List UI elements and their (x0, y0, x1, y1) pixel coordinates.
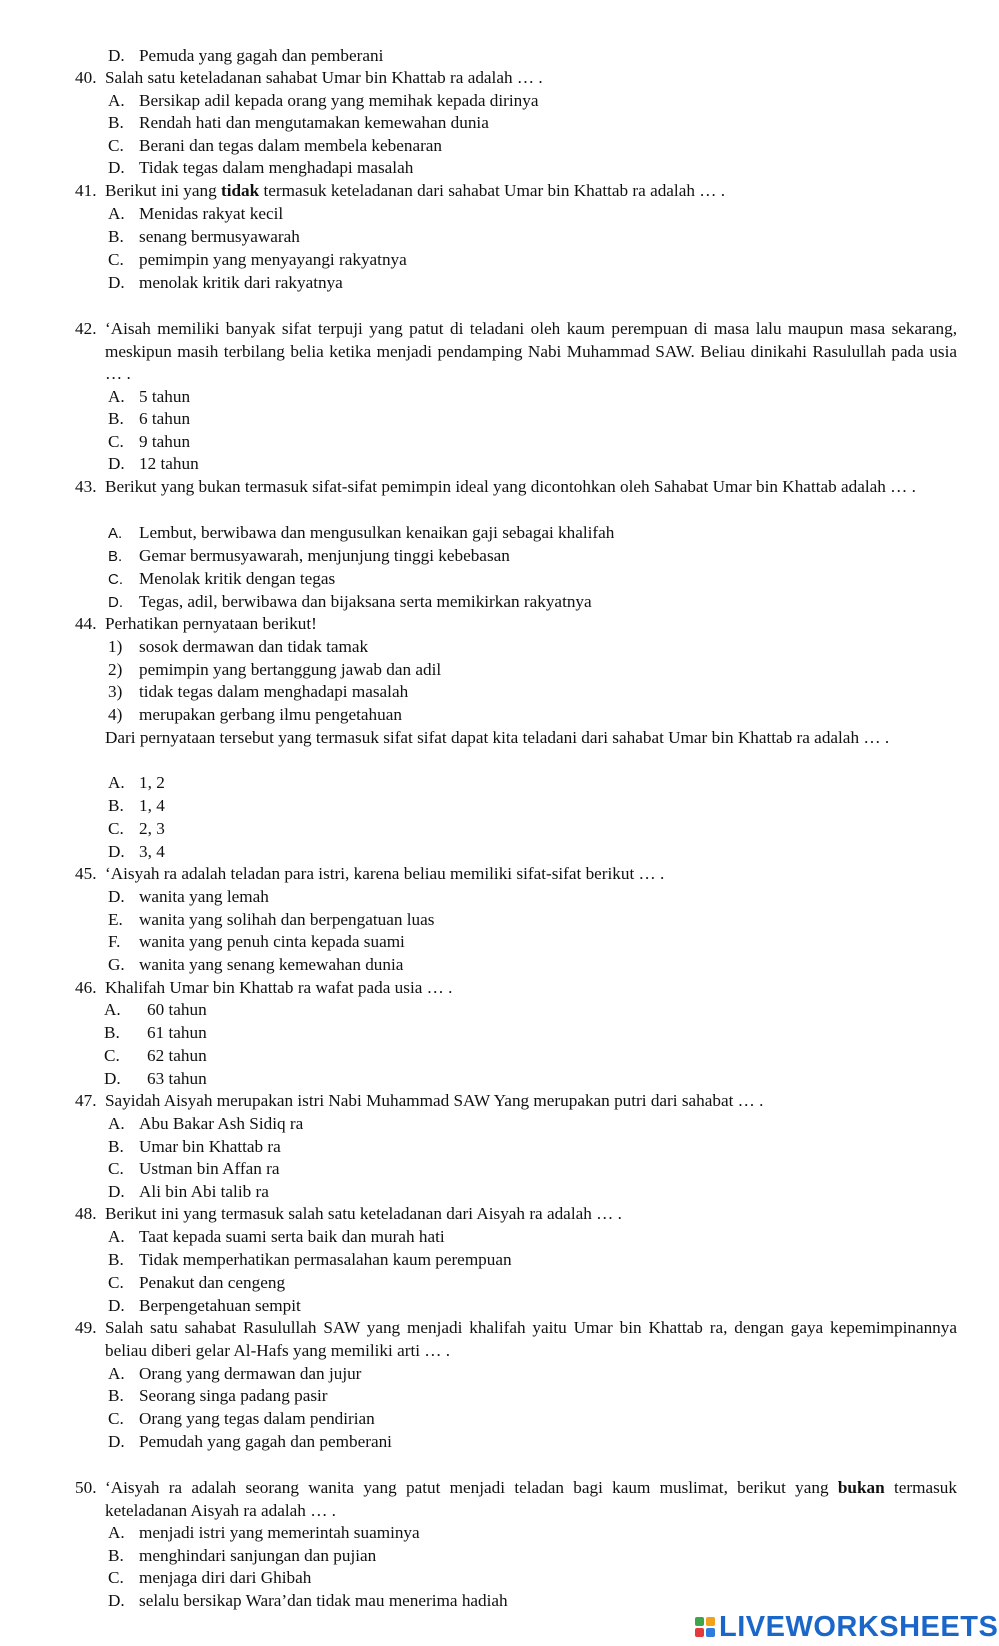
statement-label: 1) (108, 637, 123, 656)
option-text: Lembut, berwibawa dan mengusulkan kenaikan gaji sebagai khalifah (139, 523, 615, 542)
q50-text-part: ‘Aisyah ra adalah seorang wanita yang patut menjadi teladan bagi kaum muslimat, berikut yang (105, 1478, 838, 1497)
option-label: C. (104, 1046, 120, 1065)
q49-text: Salah satu sahabat Rasulullah SAW yang menjadi khalifah yaitu Umar bin Khattab ra, dengan gaya kepemimpinannya beliau diberi gelar Al-Hafs yang memiliki arti … . (105, 1318, 957, 1360)
option-text: 9 tahun (139, 432, 191, 451)
q41-text-part: Berikut ini yang (105, 181, 221, 200)
q45-option-f (108, 931, 405, 954)
option-text: Pemudah yang gagah dan pemberani (139, 1432, 392, 1451)
option-label: B. (108, 1386, 124, 1405)
option-label: A. (108, 525, 123, 542)
option-label: D. (108, 842, 125, 861)
option-label: B. (108, 1546, 124, 1565)
option-text: Gemar bermusyawarah, menjunjung tinggi kebebasan (139, 546, 510, 565)
liveworksheets-logo-icon (695, 1617, 715, 1637)
q46-option-b (104, 1022, 207, 1045)
q41-text (105, 180, 957, 203)
option-label: D. (108, 1182, 125, 1201)
option-text: wanita yang solihah dan berpengatuan luas (139, 910, 435, 929)
option-label: B. (108, 409, 124, 428)
option-text: 12 tahun (139, 454, 199, 473)
q41-text-part: termasuk keteladanan dari sahabat Umar bin Khattab ra adalah … . (259, 181, 726, 200)
q46-option-a (104, 999, 207, 1022)
q45-number: 45. (75, 864, 97, 883)
q43-option-c (108, 568, 335, 592)
option-label: A. (108, 204, 125, 223)
option-label: D. (108, 454, 125, 473)
q45-option-g (108, 954, 403, 977)
option-text: 62 tahun (147, 1046, 207, 1065)
option-label: A. (108, 387, 125, 406)
q41-text-emphasis: tidak (221, 181, 260, 200)
option-label: F. (108, 932, 121, 951)
q42-option-d (108, 453, 199, 476)
option-text: Orang yang tegas dalam pendirian (139, 1409, 375, 1428)
q42-number: 42. (75, 319, 97, 338)
q48-number: 48. (75, 1204, 97, 1223)
option-text: Tidak memperhatikan permasalahan kaum perempuan (139, 1250, 512, 1269)
option-label: C. (108, 571, 123, 588)
option-label: D. (108, 158, 125, 177)
statement-text: tidak tegas dalam menghadapi masalah (139, 682, 409, 701)
option-label: C. (108, 819, 124, 838)
logo-square-icon (706, 1617, 715, 1626)
option-text: Umar bin Khattab ra (139, 1137, 281, 1156)
q41-option-a (108, 203, 283, 226)
q49-option-c (108, 1408, 375, 1431)
option-label: B. (108, 1250, 124, 1269)
option-label: B. (108, 227, 124, 246)
q41-option-c (108, 249, 407, 272)
q44-option-d (108, 841, 165, 864)
option-label: A. (108, 773, 125, 792)
option-text: 6 tahun (139, 409, 191, 428)
q47-number: 47. (75, 1091, 97, 1110)
option-text: 60 tahun (147, 1000, 207, 1019)
q46-text: Khalifah Umar bin Khattab ra wafat pada usia … . (105, 978, 453, 997)
option-text: Seorang singa padang pasir (139, 1386, 328, 1405)
q43-option-b (108, 545, 510, 569)
q44-prompt: Dari pernyataan tersebut yang termasuk sifat sifat dapat kita teladani dari sahabat Umar bin Khattab ra adalah … . (105, 728, 890, 747)
option-label: D. (104, 1069, 121, 1088)
q48-text: Berikut ini yang termasuk salah satu keteladanan dari Aisyah ra adalah … . (105, 1204, 622, 1223)
q42-text: ‘Aisah memiliki banyak sifat terpuji yang patut di teladani oleh kaum perempuan di masa lalu maupun masa sekarang, meskipun masih terbilang belia ketika menjadi pendamping Nabi Muhammad SAW. Beliau dinikahi Rasulullah pada usia … . (105, 319, 957, 383)
option-label: C. (108, 136, 124, 155)
q41-option-b (108, 226, 300, 249)
q49-number: 49. (75, 1318, 97, 1337)
q48-option-d (108, 1295, 301, 1318)
option-text: 61 tahun (147, 1023, 207, 1042)
q44-option-c (108, 818, 165, 841)
option-text: Pemuda yang gagah dan pemberani (139, 46, 384, 65)
option-label: B. (104, 1023, 120, 1042)
option-text: senang bermusyawarah (139, 227, 300, 246)
q40-option-c (108, 135, 442, 158)
q49-option-a (108, 1363, 361, 1386)
option-text: Ali bin Abi talib ra (139, 1182, 269, 1201)
q47-option-b (108, 1136, 281, 1159)
statement-label: 4) (108, 705, 123, 724)
q43-option-d (108, 591, 592, 615)
option-text: menolak kritik dari rakyatnya (139, 273, 343, 292)
option-label: C. (108, 1409, 124, 1428)
q48-option-b (108, 1249, 512, 1272)
option-text: 5 tahun (139, 387, 191, 406)
option-label: C. (108, 432, 124, 451)
q49-option-b (108, 1385, 328, 1408)
option-label: D. (108, 1591, 125, 1610)
option-label: A. (108, 1227, 125, 1246)
q40-option-a (108, 90, 538, 113)
option-text: Taat kepada suami serta baik dan murah hati (139, 1227, 445, 1246)
option-text: wanita yang senang kemewahan dunia (139, 955, 404, 974)
q40-option-d (108, 157, 413, 180)
option-text: pemimpin yang menyayangi rakyatnya (139, 250, 407, 269)
q41-option-d (108, 272, 343, 295)
liveworksheets-wordmark: LIVEWORKSHEETS (719, 1611, 999, 1643)
option-label: A. (104, 1000, 121, 1019)
q44-statement-4 (108, 704, 402, 727)
q47-option-a (108, 1113, 303, 1136)
option-text: Menidas rakyat kecil (139, 204, 284, 223)
q50-text-part: termasuk keteladanan Aisyah ra adalah … . (105, 1478, 957, 1520)
option-text: 1, 2 (139, 773, 165, 792)
q47-option-c (108, 1158, 280, 1181)
q44-option-b (108, 795, 165, 818)
option-text: 3, 4 (139, 842, 165, 861)
option-label: A. (108, 1523, 125, 1542)
option-text: Menolak kritik dengan tegas (139, 569, 336, 588)
q44-text: Perhatikan pernyataan berikut! (105, 614, 317, 633)
option-text: wanita yang penuh cinta kepada suami (139, 932, 405, 951)
option-label: B. (108, 796, 124, 815)
q43-number: 43. (75, 477, 97, 496)
option-text: Ustman bin Affan ra (139, 1159, 280, 1178)
option-label: C. (108, 1273, 124, 1292)
option-label: D. (108, 594, 123, 611)
option-text: 2, 3 (139, 819, 165, 838)
q44-statement-3 (108, 681, 408, 704)
q42-option-c (108, 431, 190, 454)
option-label: D. (108, 1432, 125, 1451)
q46-option-c (104, 1045, 207, 1068)
q44-statement-2 (108, 659, 441, 682)
option-text: Berani dan tegas dalam membela kebenaran (139, 136, 443, 155)
option-text: Abu Bakar Ash Sidiq ra (139, 1114, 304, 1133)
option-text: menjadi istri yang memerintah suaminya (139, 1523, 420, 1542)
option-text: menjaga diri dari Ghibah (139, 1568, 312, 1587)
option-label: D. (108, 887, 125, 906)
q47-option-d (108, 1181, 269, 1204)
option-label: G. (108, 955, 125, 974)
q50-option-d (108, 1590, 508, 1613)
option-label: D. (108, 1296, 125, 1315)
option-label: B. (108, 1137, 124, 1156)
option-label: A. (108, 1114, 125, 1133)
option-label: B. (108, 113, 124, 132)
logo-square-icon (695, 1617, 704, 1626)
option-text: menghindari sanjungan dan pujian (139, 1546, 377, 1565)
q48-option-c (108, 1272, 285, 1295)
statement-text: merupakan gerbang ilmu pengetahuan (139, 705, 402, 724)
q50-option-b (108, 1545, 376, 1568)
option-label: C. (108, 250, 124, 269)
option-text: Penakut dan cengeng (139, 1273, 286, 1292)
q45-option-e (108, 909, 434, 932)
statement-text: sosok dermawan dan tidak tamak (139, 637, 369, 656)
q40-number: 40. (75, 68, 97, 87)
option-label: A. (108, 91, 125, 110)
option-label: D. (108, 273, 125, 292)
option-label: A. (108, 1364, 125, 1383)
option-label: B. (108, 548, 123, 565)
option-text: 63 tahun (147, 1069, 207, 1088)
q41-number: 41. (75, 181, 97, 200)
q40-option-b (108, 112, 489, 135)
q42-option-b (108, 408, 190, 431)
statement-label: 2) (108, 660, 123, 679)
q50-text-emphasis: bukan (837, 1478, 885, 1497)
option-text: 1, 4 (139, 796, 165, 815)
q43-text: Berikut yang bukan termasuk sifat-sifat pemimpin ideal yang dicontohkan oleh Sahabat Umar bin Khattab adalah … . (105, 477, 916, 496)
option-text: Orang yang dermawan dan jujur (139, 1364, 362, 1383)
option-text: Berpengetahuan sempit (139, 1296, 301, 1315)
q44-statement-1 (108, 636, 368, 659)
logo-square-icon (706, 1628, 715, 1637)
q50-text (105, 1477, 957, 1522)
liveworksheets-logo (695, 1610, 998, 1644)
statement-label: 3) (108, 682, 123, 701)
q47-text: Sayidah Aisyah merupakan istri Nabi Muhammad SAW Yang merupakan putri dari sahabat … . (105, 1091, 764, 1110)
q44-option-a (108, 772, 165, 795)
option-text: Tidak tegas dalam menghadapi masalah (139, 158, 414, 177)
q45-option-d (108, 886, 269, 909)
option-label: C. (108, 1159, 124, 1178)
option-text: Rendah hati dan mengutamakan kemewahan dunia (139, 113, 489, 132)
q42-option-a (108, 386, 190, 409)
q46-option-d (104, 1068, 207, 1091)
option-label: C. (108, 1568, 124, 1587)
statement-text: pemimpin yang bertanggung jawab dan adil (139, 660, 442, 679)
q48-option-a (108, 1226, 445, 1249)
option-label: E. (108, 910, 123, 929)
q50-number: 50. (75, 1478, 97, 1497)
q39-option-d (108, 45, 383, 68)
q50-option-a (108, 1522, 420, 1545)
q45-text: ‘Aisyah ra adalah teladan para istri, karena beliau memiliki sifat-sifat berikut … . (105, 864, 665, 883)
logo-square-icon (695, 1628, 704, 1637)
option-text: Bersikap adil kepada orang yang memihak kepada dirinya (139, 91, 539, 110)
q43-option-a (108, 522, 614, 546)
q50-option-c (108, 1567, 311, 1590)
option-text: wanita yang lemah (139, 887, 269, 906)
option-text: Tegas, adil, berwibawa dan bijaksana serta memikirkan rakyatnya (139, 592, 592, 611)
option-text: selalu bersikap Wara’dan tidak mau menerima hadiah (139, 1591, 508, 1610)
q46-number: 46. (75, 978, 97, 997)
q49-option-d (108, 1431, 392, 1454)
q44-number: 44. (75, 614, 97, 633)
option-label: D. (108, 46, 125, 65)
q40-text: Salah satu keteladanan sahabat Umar bin Khattab ra adalah … . (105, 68, 543, 87)
